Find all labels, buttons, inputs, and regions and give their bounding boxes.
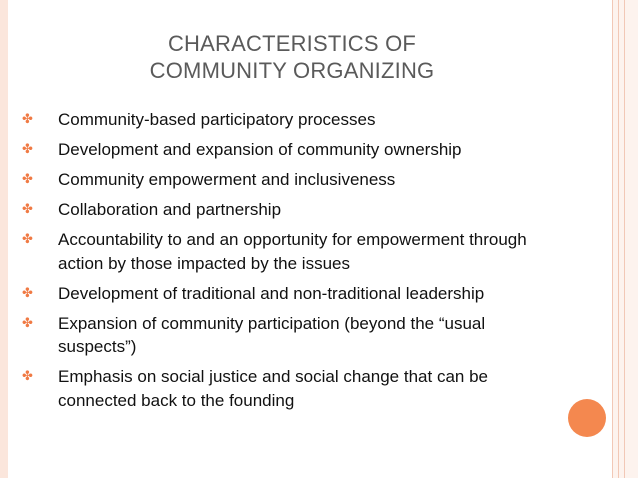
title-line-1: CHARACTERISTICS OF [167, 31, 417, 56]
bullet-item [22, 168, 532, 192]
flower-bullet-icon: ✤ [22, 369, 33, 384]
right-border-line [612, 0, 613, 478]
bullet-item [22, 108, 532, 132]
bullet-text: Emphasis on social justice and social change that can be connected back to the founding [58, 367, 488, 410]
bullet-item [22, 282, 532, 306]
flower-bullet-icon: ✤ [22, 232, 33, 247]
right-decorative-band [612, 0, 638, 478]
flower-bullet-icon: ✤ [22, 172, 33, 187]
title-line-2: COMMUNITY ORGANIZING [149, 58, 435, 83]
bullet-item [22, 312, 532, 359]
bullet-item [22, 228, 532, 275]
bullet-text: Community-based participatory processes [58, 110, 376, 129]
bullet-list [22, 108, 532, 419]
bullet-text: Collaboration and partnership [58, 200, 282, 219]
bullet-text: Community empowerment and inclusiveness [58, 170, 396, 189]
bullet-text: Development and expansion of community ownership [58, 140, 462, 159]
right-border-line [624, 0, 625, 478]
bullet-text: Accountability to and an opportunity for empowerment through action by those impacted by the issues [58, 230, 527, 273]
flower-bullet-icon: ✤ [22, 112, 33, 127]
flower-bullet-icon: ✤ [22, 315, 33, 331]
bullet-item [22, 365, 532, 412]
bullet-item [22, 138, 532, 162]
right-border-line [618, 0, 619, 478]
bullet-text: Expansion of community participation (beyond the “usual suspects”) [58, 313, 486, 356]
flower-bullet-icon: ✤ [22, 285, 33, 301]
bullet-item [22, 198, 532, 222]
decorative-orange-circle [568, 399, 606, 437]
flower-bullet-icon: ✤ [22, 142, 33, 157]
bullet-text: Development of traditional and non-traditional leadership [58, 283, 485, 303]
slide-title [0, 30, 584, 84]
flower-bullet-icon: ✤ [22, 202, 33, 217]
